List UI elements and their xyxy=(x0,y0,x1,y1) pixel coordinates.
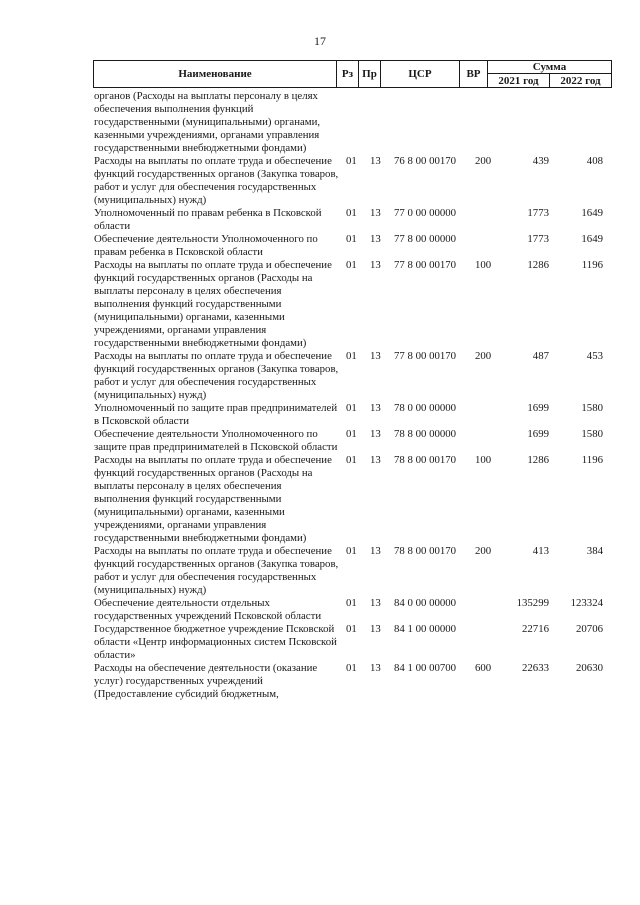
header-rz: Рз xyxy=(337,61,359,88)
row-vr: 100 xyxy=(475,454,492,466)
row-2021: 487 xyxy=(532,350,549,362)
header-vr: ВР xyxy=(460,61,488,88)
table-row xyxy=(93,454,611,545)
row-rz: 01 xyxy=(346,259,357,271)
table-row xyxy=(93,662,611,701)
row-vr: 100 xyxy=(475,259,492,271)
row-2022: 408 xyxy=(586,155,603,167)
row-rz: 01 xyxy=(346,428,357,440)
row-name: Обеспечение деятельности отдельных государственных учреждений Псковской области xyxy=(94,597,322,622)
row-rz: 01 xyxy=(346,662,357,674)
row-rz: 01 xyxy=(346,454,357,466)
row-2022: 123324 xyxy=(570,597,603,609)
row-name: Уполномоченный по защите прав предпринимателей в Псковской области xyxy=(94,402,338,427)
row-name: Расходы на выплаты по оплате труда и обеспечение функций государственных органов (Расходы на выплаты персоналу в целях обеспечения выполнения функций государственными (муниципальными) органами, казенными учреждениями, органами управления государственными внебюджетными фондами) xyxy=(94,454,332,544)
table-row xyxy=(93,597,611,623)
row-vr: 200 xyxy=(475,545,492,557)
table-body xyxy=(93,90,611,701)
row-csr: 77 8 00 00000 xyxy=(394,233,457,245)
row-2021: 1773 xyxy=(527,233,549,245)
row-name: Расходы на выплаты по оплате труда и обеспечение функций государственных органов (Расходы на выплаты персоналу в целях обеспечения выполнения функций государственными (муниципальными) органами, казенными учреждениями, органами управления государственными внебюджетными фондами) xyxy=(94,259,332,349)
row-vr: 200 xyxy=(475,350,492,362)
row-2021: 1699 xyxy=(527,402,549,414)
row-name: Расходы на обеспечение деятельности (оказание услуг) государственных учреждений (Предоставление субсидий бюджетным, xyxy=(94,662,318,700)
row-pr: 13 xyxy=(370,350,381,362)
row-2022: 384 xyxy=(586,545,603,557)
row-vr: 600 xyxy=(475,662,492,674)
row-2021: 1286 xyxy=(527,259,549,271)
header-2022: 2022 год xyxy=(550,74,612,88)
row-pr: 13 xyxy=(370,428,381,440)
row-csr: 77 8 00 00170 xyxy=(394,259,457,271)
table-row xyxy=(93,350,611,402)
row-name: Уполномоченный по правам ребенка в Псковской области xyxy=(94,207,322,232)
row-2022: 1649 xyxy=(581,233,603,245)
row-csr: 84 0 00 00000 xyxy=(394,597,457,609)
row-pr: 13 xyxy=(370,259,381,271)
row-rz: 01 xyxy=(346,233,357,245)
row-pr: 13 xyxy=(370,454,381,466)
header-name: Наименование xyxy=(94,61,337,88)
row-rz: 01 xyxy=(346,402,357,414)
header-csr: ЦСР xyxy=(381,61,460,88)
table-row xyxy=(93,90,611,155)
table-row xyxy=(93,259,611,350)
table-row xyxy=(93,402,611,428)
row-csr: 76 8 00 00170 xyxy=(394,155,457,167)
row-name: Обеспечение деятельности Уполномоченного по правам ребенка в Псковской области xyxy=(94,233,318,258)
row-2021: 1286 xyxy=(527,454,549,466)
row-2021: 1699 xyxy=(527,428,549,440)
row-2021: 135299 xyxy=(516,597,549,609)
row-vr: 200 xyxy=(475,155,492,167)
row-2021: 22633 xyxy=(522,662,549,674)
row-rz: 01 xyxy=(346,207,357,219)
table-row xyxy=(93,233,611,259)
page-number: 17 xyxy=(314,34,326,48)
table-header xyxy=(93,60,611,88)
row-2022: 1196 xyxy=(581,259,603,271)
row-csr: 78 0 00 00000 xyxy=(394,402,457,414)
header-2021: 2021 год xyxy=(488,74,550,88)
table-row xyxy=(93,155,611,207)
row-pr: 13 xyxy=(370,623,381,635)
row-2021: 22716 xyxy=(522,623,549,635)
row-2022: 1196 xyxy=(581,454,603,466)
row-rz: 01 xyxy=(346,155,357,167)
row-pr: 13 xyxy=(370,207,381,219)
table-row xyxy=(93,428,611,454)
row-pr: 13 xyxy=(370,597,381,609)
row-csr: 78 8 00 00170 xyxy=(394,454,457,466)
row-name: Расходы на выплаты по оплате труда и обеспечение функций государственных органов (Закупка товаров, работ и услуг для обеспечения государственных (муниципальных) нужд) xyxy=(94,545,339,596)
row-2022: 1649 xyxy=(581,207,603,219)
header-pr: Пр xyxy=(359,61,381,88)
row-csr: 78 8 00 00000 xyxy=(394,428,457,440)
row-name: Государственное бюджетное учреждение Псковской области «Центр информационных систем Псковской области» xyxy=(94,623,337,661)
row-pr: 13 xyxy=(370,155,381,167)
row-2021: 439 xyxy=(532,155,549,167)
row-2021: 1773 xyxy=(527,207,549,219)
row-name: Обеспечение деятельности Уполномоченного по защите прав предпринимателей в Псковской области xyxy=(94,428,338,453)
table-row xyxy=(93,207,611,233)
row-name: органов (Расходы на выплаты персоналу в целях обеспечения выполнения функций государственными (муниципальными) органами, казенными учреждениями, органами управления государственными внебюджетными фондами) xyxy=(94,90,321,154)
row-csr: 78 8 00 00170 xyxy=(394,545,457,557)
row-2022: 20630 xyxy=(576,662,603,674)
row-csr: 84 1 00 00700 xyxy=(394,662,457,674)
row-2022: 1580 xyxy=(581,428,603,440)
row-csr: 77 0 00 00000 xyxy=(394,207,457,219)
row-rz: 01 xyxy=(346,623,357,635)
table-row xyxy=(93,623,611,662)
row-2022: 453 xyxy=(586,350,603,362)
row-2022: 1580 xyxy=(581,402,603,414)
row-csr: 77 8 00 00170 xyxy=(394,350,457,362)
row-pr: 13 xyxy=(370,662,381,674)
row-2021: 413 xyxy=(532,545,549,557)
row-pr: 13 xyxy=(370,545,381,557)
row-pr: 13 xyxy=(370,233,381,245)
row-name: Расходы на выплаты по оплате труда и обеспечение функций государственных органов (Закупка товаров, работ и услуг для обеспечения государственных (муниципальных) нужд) xyxy=(94,350,339,401)
header-sum: Сумма xyxy=(488,61,612,74)
row-name: Расходы на выплаты по оплате труда и обеспечение функций государственных органов (Закупка товаров, работ и услуг для обеспечения государственных (муниципальных) нужд) xyxy=(94,155,339,206)
row-2022: 20706 xyxy=(576,623,603,635)
row-rz: 01 xyxy=(346,545,357,557)
table-row xyxy=(93,545,611,597)
row-rz: 01 xyxy=(346,597,357,609)
row-rz: 01 xyxy=(346,350,357,362)
row-pr: 13 xyxy=(370,402,381,414)
row-csr: 84 1 00 00000 xyxy=(394,623,457,635)
